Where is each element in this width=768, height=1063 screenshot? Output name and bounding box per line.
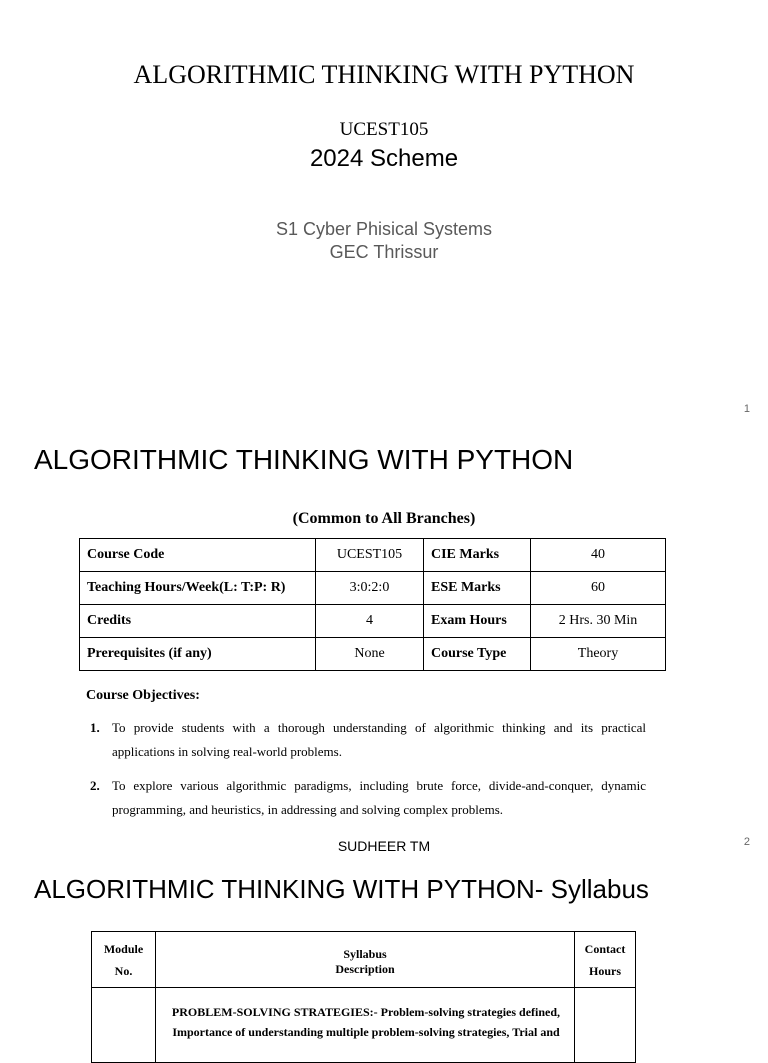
module-no-header: [92, 932, 156, 988]
objective-number: 1.: [90, 720, 100, 735]
header-text: Description: [335, 962, 395, 976]
objective-item: [90, 774, 646, 822]
table-cell: None: [316, 638, 424, 671]
table-row: [80, 572, 666, 605]
header-text: No.: [114, 963, 133, 978]
slide-3: [0, 860, 768, 1039]
table-cell: Teaching Hours/Week(L: T:P: R): [80, 572, 316, 605]
table-cell: Prerequisites (if any): [80, 638, 316, 671]
table-cell: Exam Hours: [424, 605, 531, 638]
objective-text: To provide students with a thorough understanding of algorithmic thinking and its practical applications in solving real-world problems.: [112, 720, 646, 759]
course-code: UCEST105: [339, 119, 429, 140]
table-cell: CIE Marks: [424, 539, 531, 572]
table-cell: 3:0:2:0: [316, 572, 424, 605]
table-cell: Credits: [80, 605, 316, 638]
contact-hours-cell: [575, 988, 636, 1063]
header-text: Hours: [588, 963, 621, 978]
table-cell: Theory: [531, 638, 666, 671]
header-text: Contact: [584, 941, 626, 956]
table-cell: 40: [531, 539, 666, 572]
objectives-heading: Course Objectives:: [86, 688, 200, 703]
syllabus-description-cell: PROBLEM-SOLVING STRATEGIES:- Problem-solving strategies defined, Importance of understanding multiple problem-solving strategies, Trial and: [156, 988, 575, 1063]
table-header-row: [92, 932, 636, 988]
college-line: GEC Thrissur: [329, 242, 439, 262]
page-number: 2: [743, 836, 750, 848]
table-cell: 4: [316, 605, 424, 638]
header-text: Module: [103, 941, 144, 956]
table-cell: 60: [531, 572, 666, 605]
table-cell: UCEST105: [316, 539, 424, 572]
course-info-table: [79, 538, 666, 671]
table-cell: ESE Marks: [424, 572, 531, 605]
objective-item: [90, 716, 646, 764]
table-cell: Course Code: [80, 539, 316, 572]
syllabus-description-header: [156, 932, 575, 988]
slide-1: [0, 0, 768, 430]
module-number-cell: [92, 988, 156, 1063]
table-row: [80, 605, 666, 638]
slide-title: ALGORITHMIC THINKING WITH PYTHON: [133, 60, 635, 89]
page-number: 1: [743, 403, 750, 415]
department-line: S1 Cyber Phisical Systems: [275, 219, 493, 239]
slide-title: ALGORITHMIC THINKING WITH PYTHON: [34, 444, 574, 475]
slide-title: ALGORITHMIC THINKING WITH PYTHON- Syllabus: [34, 874, 649, 904]
contact-hours-header: [575, 932, 636, 988]
table-row: [80, 638, 666, 671]
objective-number: 2.: [90, 778, 100, 793]
author-footer: SUDHEER TM: [337, 838, 431, 854]
slide-2: [0, 430, 768, 860]
objective-text: To explore various algorithmic paradigms, including brute force, divide-and-conquer, dynamic programming, and heuristics, in addressing and solving complex problems.: [112, 778, 646, 817]
table-cell: 2 Hrs. 30 Min: [531, 605, 666, 638]
table-cell: Course Type: [424, 638, 531, 671]
syllabus-table: [91, 931, 636, 1063]
common-branches-label: (Common to All Branches): [292, 510, 476, 527]
scheme-label: 2024 Scheme: [309, 145, 459, 172]
header-text: Syllabus: [343, 947, 387, 961]
table-row: [92, 988, 636, 1063]
table-row: [80, 539, 666, 572]
